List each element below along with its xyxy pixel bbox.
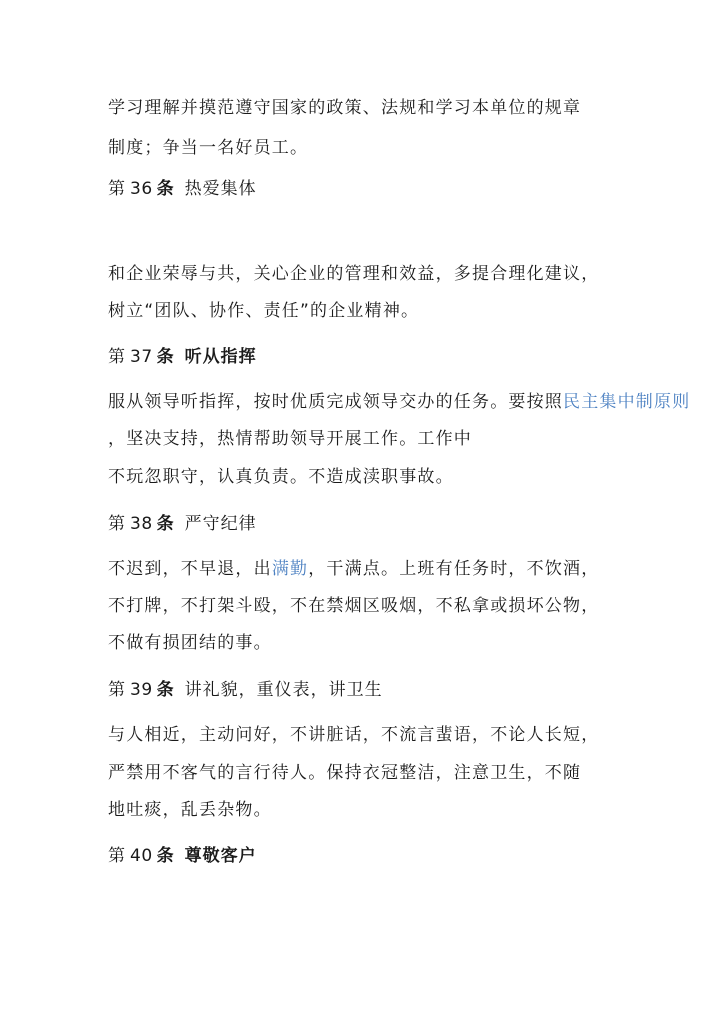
heading-prefix: 第 [108,347,126,367]
heading-number: 40 [130,846,153,866]
paragraph-line: 树立“团队、协作、责任”的企业精神。 [108,301,420,321]
paragraph-line [108,427,638,451]
heading-title: 尊敬客户 [184,846,257,866]
heading-prefix: 第 [108,680,126,700]
paragraph-line: 不做有损团结的事。 [108,633,272,653]
heading-prefix: 第 [108,179,126,199]
paragraph-line: 不打牌，不打架斗殴，不在禁烟区吸烟，不私拿或损坏公物， [108,596,600,616]
article-heading-37 [108,345,638,369]
heading-suffix: 条 [156,179,175,199]
paragraph-line: 地吐痰，乱丢杂物。 [108,800,272,820]
term-link[interactable]: 民主集中制原则 [563,392,691,412]
heading-number: 36 [130,179,153,199]
heading-number: 37 [130,347,153,367]
article-heading-36 [108,177,638,201]
heading-suffix: 条 [156,846,175,866]
text-run: ，坚决支持，热情帮助领导开展工作。工作中 [108,429,472,449]
text-run: 不迟到，不早退，出 [108,559,272,579]
paragraph-line: 制度；争当一名好员工。 [108,138,309,158]
paragraph-line: 和企业荣辱与共，关心企业的管理和效益，多提合理化建议， [108,264,600,284]
heading-title: 严守纪律 [184,514,257,534]
heading-number: 38 [130,514,153,534]
heading-suffix: 条 [156,347,175,367]
paragraph-line [108,390,691,414]
heading-title: 讲礼貌，重仪表，讲卫生 [184,680,383,700]
paragraph-line: 不玩忽职守，认真负责。不造成渎职事故。 [108,467,454,487]
article-heading-39 [108,678,638,702]
paragraph-line: 与人相近，主动问好，不讲脏话，不流言蜚语，不论人长短， [108,725,600,745]
article-heading-40 [108,844,638,868]
paragraph-line [108,557,638,581]
text-run: ，干满点。上班有任务时，不饮酒， [308,559,600,579]
heading-prefix: 第 [108,846,126,866]
article-heading-38 [108,512,638,536]
paragraph-line: 严禁用不客气的言行待人。保持衣冠整洁，注意卫生，不随 [108,763,582,783]
heading-number: 39 [130,680,153,700]
text-run: 服从领导听指挥，按时优质完成领导交办的任务。要按照 [108,392,563,412]
paragraph-line: 学习理解并摸范遵守国家的政策、法规和学习本单位的规章 [108,98,582,118]
heading-prefix: 第 [108,514,126,534]
heading-title: 热爱集体 [184,179,257,199]
heading-title: 听从指挥 [184,347,257,367]
heading-suffix: 条 [156,680,175,700]
term-link[interactable]: 满勤 [271,559,309,579]
heading-suffix: 条 [156,514,175,534]
